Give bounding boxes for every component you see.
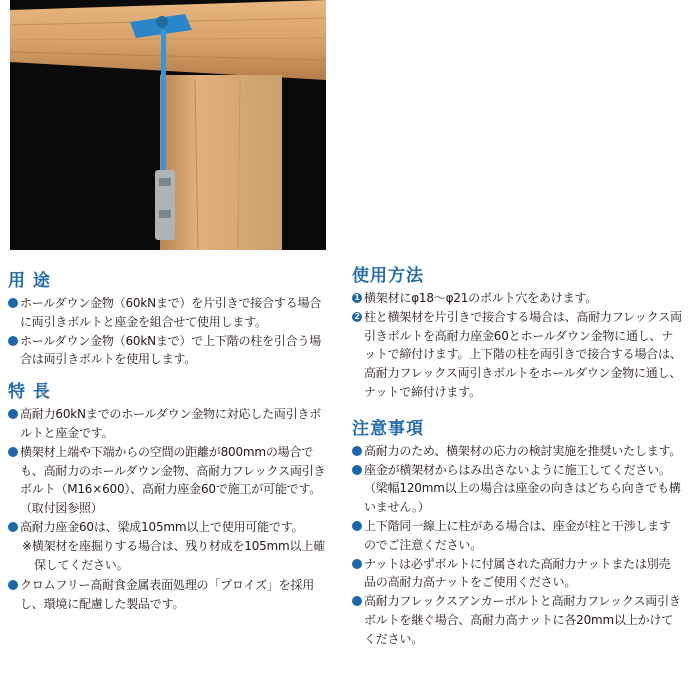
product-photo-illustration bbox=[10, 0, 326, 250]
bullet-icon bbox=[352, 446, 362, 456]
list-item: 高耐力60kNまでのホールダウン金物に対応した両引きボルトと座金です。 bbox=[8, 405, 328, 443]
usage-section bbox=[8, 270, 328, 369]
bullet-icon bbox=[8, 409, 18, 419]
caution-section bbox=[352, 418, 682, 649]
step-number-icon: 2 bbox=[352, 312, 362, 322]
usage-heading: 用 途 bbox=[8, 271, 51, 291]
list-item: 高耐力フレックスアンカーボルトと高耐力フレックス両引きボルトを継ぐ場合、高耐力高ナットに各20mm以上かけてください。 bbox=[352, 592, 682, 648]
features-note: ※横架材を座掘りする場合は、残り材成を105mm以上確保してください。 bbox=[22, 538, 325, 572]
bullet-icon bbox=[352, 521, 362, 531]
list-item: 1 横架材にφ18～φ21のボルト穴をあけます。 bbox=[352, 289, 682, 308]
list-item: 上下階同一線上に柱がある場合は、座金が柱と干渉しますのでご注意ください。 bbox=[352, 517, 682, 555]
method-section bbox=[352, 265, 682, 402]
bullet-icon bbox=[8, 298, 18, 308]
list-item: ホールダウン金物（60kNまで）で上下階の柱を引合う場合は両引きボルトを使用します。 bbox=[8, 332, 328, 370]
bullet-icon bbox=[8, 522, 18, 532]
features-list-continued bbox=[8, 576, 328, 614]
caution-list bbox=[352, 442, 682, 649]
left-column bbox=[8, 270, 328, 626]
features-list bbox=[8, 405, 328, 537]
post bbox=[160, 75, 282, 250]
list-item: ホールダウン金物（60kNまで）を片引きで接合する場合に両引きボルトと座金を組合せて使用します。 bbox=[8, 294, 328, 332]
bullet-icon bbox=[352, 559, 362, 569]
features-section bbox=[8, 381, 328, 614]
bullet-icon bbox=[8, 336, 18, 346]
product-photo bbox=[10, 0, 326, 250]
list-item: ナットは必ずボルトに付属された高耐力ナットまたは別売品の高耐力高ナットをご使用ください。 bbox=[352, 555, 682, 593]
list-item: クロムフリー高耐食金属表面処理の「プロイズ」を採用し、環境に配慮した製品です。 bbox=[8, 576, 328, 614]
list-item: 2 柱と横架材を片引きで接合する場合は、高耐力フレックス両引きボルトを高耐力座金60とホールダウン金物に通し、ナットで締付けます。上下階の柱を両引きで接合する場合は、高耐力フレックス両引きボルトをホールダウン金物に通し、ナットで締付けます。 bbox=[352, 308, 682, 402]
step-number-icon: 1 bbox=[352, 293, 362, 303]
right-column bbox=[352, 265, 682, 661]
list-item: 高耐力座金60は、梁成105mm以上で使用可能です。 bbox=[8, 518, 328, 537]
bolt bbox=[161, 30, 166, 190]
caution-heading: 注意事項 bbox=[352, 418, 424, 439]
method-list bbox=[352, 289, 682, 402]
bullet-icon bbox=[352, 596, 362, 606]
method-heading: 使用方法 bbox=[352, 266, 424, 286]
bullet-icon bbox=[8, 447, 18, 457]
bullet-icon bbox=[8, 580, 18, 590]
list-item: 高耐力のため、横架材の応力の検討実施を推奨いたします。 bbox=[352, 442, 682, 461]
usage-list bbox=[8, 294, 328, 369]
features-heading: 特 長 bbox=[8, 382, 51, 403]
list-item: 座金が横架材からはみ出さないように施工してください。（梁幅120mm以上の場合は座金の向きはどちら向きでも構いません。） bbox=[352, 461, 682, 517]
bullet-icon bbox=[352, 465, 362, 475]
list-item: 横架材上端や下端からの空間の距離が800mmの場合でも、高耐力のホールダウン金物、高耐力フレックス両引きボルト（M16×600）、高耐力座金60で施工が可能です。（取付図参照） bbox=[8, 443, 328, 518]
